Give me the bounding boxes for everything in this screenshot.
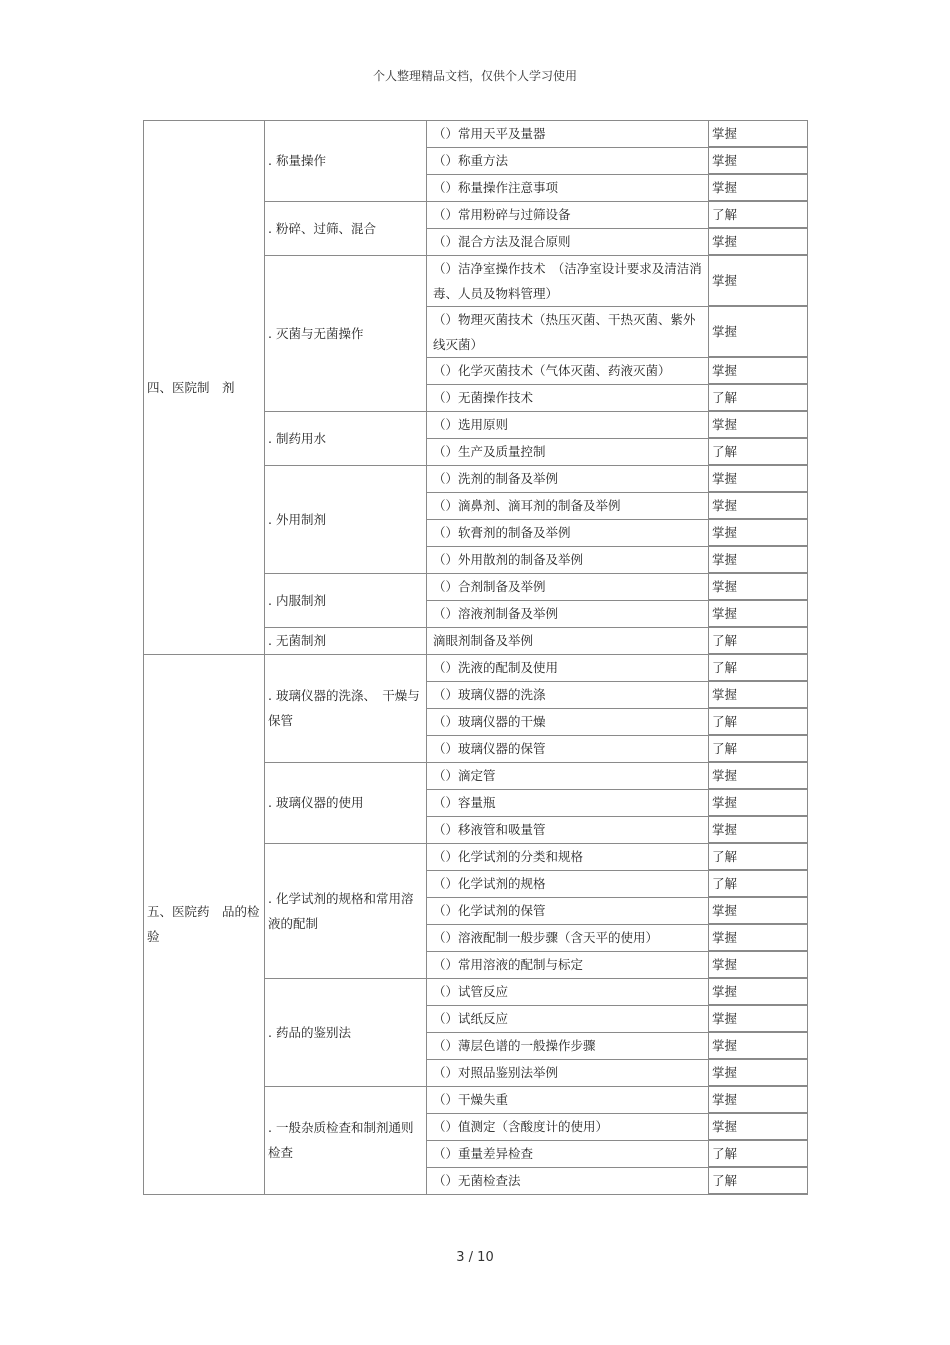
requirement-level-cell: 掌握 [709,357,808,384]
topic-cell: （）常用粉碎与过筛设备 [427,201,709,228]
topic-cell: （）试管反应 [427,978,709,1005]
requirement-level-cell: 掌握 [709,228,808,255]
table-row [144,654,808,681]
topic-cell: （）容量瓶 [427,789,709,816]
topic-cell: （）化学试剂的保管 [427,897,709,924]
subsection-title: . 外用制剂 [265,465,427,573]
subsection-title: . 化学试剂的规格和常用溶液的配制 [265,843,427,978]
topic-cell: （）干燥失重 [427,1086,709,1113]
requirement-level-cell: 掌握 [709,465,808,492]
requirement-level-cell: 了解 [709,201,808,228]
topic-cell: 滴眼剂制备及举例 [427,627,709,654]
requirement-level-cell: 掌握 [709,411,808,438]
requirement-level-cell: 掌握 [709,147,808,174]
requirement-level-cell: 了解 [709,438,808,465]
topic-cell: （）试纸反应 [427,1005,709,1032]
page-number: 3 / 10 [456,1250,494,1265]
requirement-level-cell: 掌握 [709,1113,808,1140]
topic-cell: （）选用原则 [427,411,709,438]
topic-cell: （）滴鼻剂、滴耳剂的制备及举例 [427,492,709,519]
topic-cell: （）化学灭菌技术（气体灭菌、药液灭菌） [427,357,709,384]
topic-cell: （）无菌操作技术 [427,384,709,411]
topic-cell: （）重量差异检查 [427,1140,709,1167]
requirement-level-cell: 掌握 [709,897,808,924]
requirement-level-cell: 了解 [709,870,808,897]
subsection-title: . 称量操作 [265,121,427,202]
topic-cell: （）无菌检查法 [427,1167,709,1194]
page-header: 个人整理精品文档，仅供个人学习使用 [372,69,577,83]
requirement-level-cell: 掌握 [709,924,808,951]
topic-cell: （）薄层色谱的一般操作步骤 [427,1032,709,1059]
requirement-level-cell: 掌握 [709,600,808,627]
requirement-level-cell: 掌握 [709,492,808,519]
requirement-level-cell: 掌握 [709,306,808,357]
requirement-level-cell: 掌握 [709,681,808,708]
topic-cell: （）称重方法 [427,147,709,174]
topic-cell: （）值测定（含酸度计的使用） [427,1113,709,1140]
requirement-level-cell: 掌握 [709,1086,808,1113]
topic-cell: （）溶液配制一般步骤（含天平的使用） [427,924,709,951]
subsection-title: . 制药用水 [265,411,427,465]
topic-cell: （）物理灭菌技术（热压灭菌、干热灭菌、紫外线灭菌） [427,306,709,357]
topic-cell: （）洗剂的制备及举例 [427,465,709,492]
topic-cell: （）洁净室操作技术 （洁净室设计要求及清洁消毒、人员及物料管理） [427,255,709,306]
requirement-level-cell: 掌握 [709,519,808,546]
topic-cell: （）化学试剂的规格 [427,870,709,897]
requirement-level-cell: 了解 [709,843,808,870]
requirement-level-cell: 掌握 [709,1032,808,1059]
subsection-title: . 玻璃仪器的使用 [265,762,427,843]
requirement-level-cell: 掌握 [709,978,808,1005]
topic-cell: （）化学试剂的分类和规格 [427,843,709,870]
topic-cell: （）称量操作注意事项 [427,174,709,201]
requirement-level-cell: 掌握 [709,174,808,201]
requirement-level-cell: 掌握 [709,951,808,978]
syllabus-table [143,120,808,1195]
topic-cell: （）玻璃仪器的保管 [427,735,709,762]
topic-cell: （）玻璃仪器的干燥 [427,708,709,735]
requirement-level-cell: 了解 [709,654,808,681]
requirement-level-cell: 掌握 [709,1059,808,1086]
requirement-level-cell: 掌握 [709,789,808,816]
topic-cell: （）移液管和吸量管 [427,816,709,843]
requirement-level-cell: 掌握 [709,573,808,600]
requirement-level-cell: 掌握 [709,762,808,789]
requirement-level-cell: 了解 [709,627,808,654]
requirement-level-cell: 掌握 [709,816,808,843]
topic-cell: （）生产及质量控制 [427,438,709,465]
subsection-title: . 药品的鉴别法 [265,978,427,1086]
subsection-title: . 玻璃仪器的洗涤、 干燥与保管 [265,654,427,762]
topic-cell: （）外用散剂的制备及举例 [427,546,709,573]
requirement-level-cell: 掌握 [709,255,808,306]
table-row [144,121,808,148]
requirement-level-cell: 了解 [709,1140,808,1167]
requirement-level-cell: 掌握 [709,121,808,148]
subsection-title: . 无菌制剂 [265,627,427,654]
subsection-title: . 灭菌与无菌操作 [265,255,427,411]
requirement-level-cell: 了解 [709,384,808,411]
subsection-title: . 一般杂质检查和制剂通则检查 [265,1086,427,1194]
topic-cell: （）洗液的配制及使用 [427,654,709,681]
topic-cell: （）合剂制备及举例 [427,573,709,600]
topic-cell: （）混合方法及混合原则 [427,228,709,255]
requirement-level-cell: 了解 [709,708,808,735]
topic-cell: （）常用天平及量器 [427,121,709,148]
topic-cell: （）常用溶液的配制与标定 [427,951,709,978]
section-title: 五、医院药 品的检验 [144,654,265,1194]
topic-cell: （）对照品鉴别法举例 [427,1059,709,1086]
syllabus-body [144,121,808,1195]
requirement-level-cell: 掌握 [709,546,808,573]
section-title: 四、医院制 剂 [144,121,265,655]
requirement-level-cell: 了解 [709,1167,808,1194]
subsection-title: . 粉碎、过筛、混合 [265,201,427,255]
requirement-level-cell: 掌握 [709,1005,808,1032]
topic-cell: （）软膏剂的制备及举例 [427,519,709,546]
topic-cell: （）溶液剂制备及举例 [427,600,709,627]
topic-cell: （）玻璃仪器的洗涤 [427,681,709,708]
requirement-level-cell: 了解 [709,735,808,762]
subsection-title: . 内服制剂 [265,573,427,627]
topic-cell: （）滴定管 [427,762,709,789]
